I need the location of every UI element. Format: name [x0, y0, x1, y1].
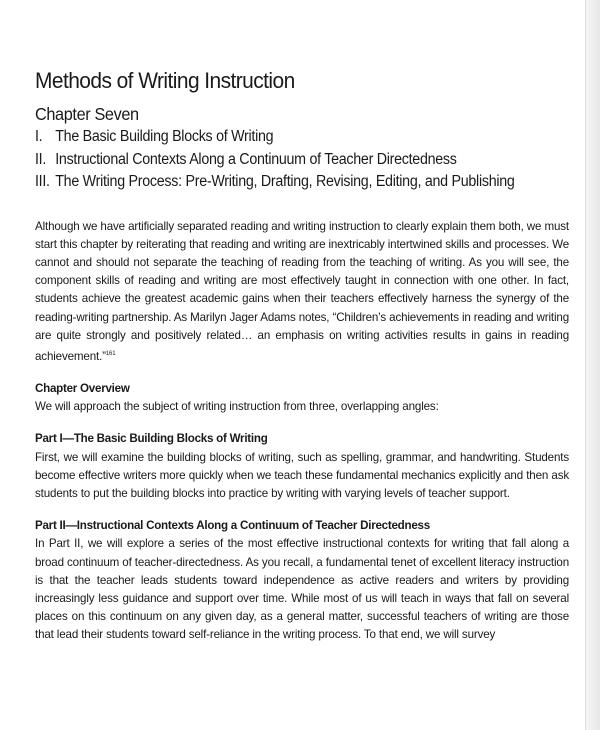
- outline-number: III.: [35, 173, 50, 190]
- outline-item-1: [35, 126, 526, 149]
- part-1-heading: Part I—The Basic Building Blocks of Writing: [35, 432, 268, 446]
- chapter-overview-text: We will approach the subject of writing instruction from three, overlapping angles:: [35, 400, 439, 414]
- footnote-marker: 161: [105, 350, 116, 357]
- chapter-overview-heading: Chapter Overview: [35, 381, 130, 395]
- chapter-outline: [35, 126, 569, 194]
- outline-number: II.: [35, 150, 47, 168]
- document-title: Methods of Writing Instruction: [35, 68, 295, 93]
- part-2-heading: Part II—Instructional Contexts Along a Continuum of Teacher Directedness: [35, 519, 430, 533]
- outline-label: Instructional Contexts Along a Continuum of Teacher Directedness: [55, 150, 457, 168]
- outline-label: The Writing Process: Pre-Writing, Drafting, Revising, Editing, and Publishing: [55, 173, 515, 190]
- part-2-section: [35, 517, 569, 644]
- part-1-text: First, we will examine the building blocks of writing, such as spelling, grammar, and handwriting. Students become effective writers more quickly when we teach these fundamental mechanics explicitly and then ask students to put the building blocks into practice by writing with varying levels of teacher support.: [35, 450, 569, 500]
- part-2-text: In Part II, we will explore a series of the most effective instructional contexts for writing that fall along a broad continuum of teacher-directedness. As you recall, a fundamental tenet of excellent literacy instruction is that the teacher leads students toward independence as active readers and writers by providing increasingly less guidance and support over time. While most of us will teach in ways that fall on several places on this continuum on any given day, as a general matter, successful teachers of writing are those that lead their students toward self-reliance in the writing process. To that end, we will survey: [35, 537, 569, 642]
- document-content: [35, 66, 569, 645]
- outline-item-3: [35, 171, 526, 194]
- intro-text: Although we have artificially separated reading and writing instruction to clearly explain them both, we must start this chapter by reiterating that reading and writing are inextricably intertwined skills and processes. We cannot and should not separate the teaching of reading from the teaching of writing. As you will see, the component skills of reading and writing are most effectively taught in connection with one other. In fact, students achieve the greatest academic gains when their teachers effectively harness the synergy of the reading-writing partnership. As Marilyn Jager Adams notes, “Children’s achievements in reading and writing are quite strongly and positively related… an emphasis on writing activities results in gains in reading achievement.”: [35, 219, 569, 363]
- outline-label: The Basic Building Blocks of Writing: [55, 128, 274, 145]
- chapter-title: Chapter Seven: [35, 104, 139, 124]
- intro-paragraph: [35, 218, 569, 366]
- page-edge: [585, 0, 600, 730]
- outline-number: I.: [35, 128, 43, 145]
- chapter-overview-section: [35, 380, 569, 416]
- part-1-section: [35, 430, 569, 503]
- outline-item-2: [35, 149, 526, 172]
